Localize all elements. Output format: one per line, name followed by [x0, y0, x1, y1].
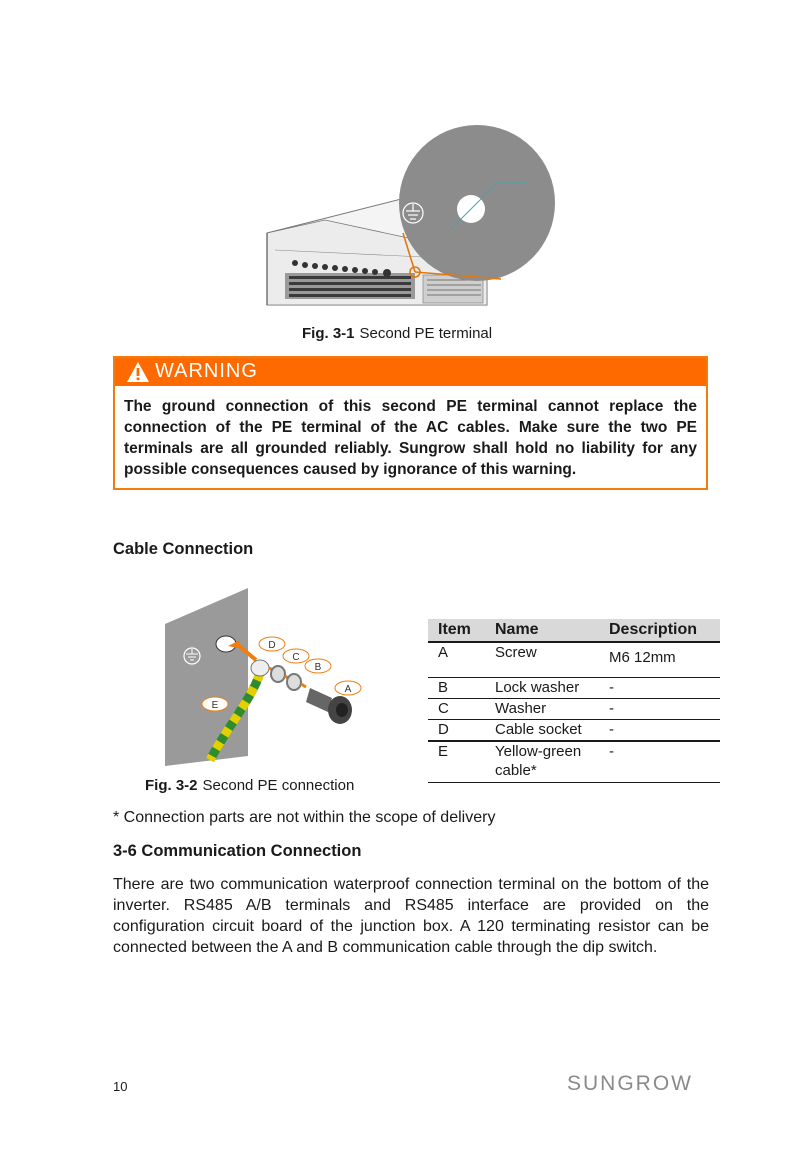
header-item: Item [438, 621, 471, 638]
cell-item: C [438, 700, 449, 717]
cell-name: Screw [495, 644, 537, 661]
figure1-caption-text: Second PE terminal [359, 325, 493, 342]
cell-item: B [438, 679, 449, 696]
communication-paragraph: There are two communication waterproof connection terminal on the bottom of the inverter. RS485 A/B terminals and RS485 interface are provided on the configuration circuit board of the junction box. A 120 terminating resistor can be connected between the A and B communication cable through the dip switch. [113, 876, 709, 956]
cell-name: Yellow-green [495, 743, 582, 760]
callout-e: E [211, 700, 219, 711]
warning-title: WARNING [155, 360, 258, 382]
table-row [428, 699, 720, 720]
cell-description: - [609, 721, 614, 738]
warning-text: The ground connection of this second PE terminal cannot replace the connection of the PE terminal of the AC cables. Make sure the two PE terminals are all grounded reliably. Sungrow shall hold no liability for any possible consequences caused by ignorance of this warning. [124, 398, 697, 478]
figure-inverter-pe-terminal [255, 125, 555, 325]
cell-description: M6 12mm [609, 649, 676, 666]
table-row [428, 720, 720, 742]
callout-b: B [314, 662, 322, 673]
page-number: 10 [113, 1079, 128, 1094]
cell-description: - [609, 679, 614, 696]
table-row [428, 742, 720, 783]
callout-d: D [268, 640, 276, 651]
cell-item: E [438, 743, 449, 760]
figure1-label: Fig. 3-1 [302, 325, 355, 342]
cell-name-line2: cable* [495, 762, 537, 779]
callout-a: A [344, 684, 352, 695]
warning-box [113, 356, 708, 490]
header-name: Name [495, 621, 539, 638]
figure2-caption-text: Second PE connection [202, 777, 355, 794]
warning-triangle-icon [126, 361, 150, 383]
figure1-caption [302, 325, 492, 342]
figure2-label: Fig. 3-2 [145, 777, 198, 794]
cell-item: A [438, 644, 449, 661]
table-row [428, 678, 720, 699]
cell-description: - [609, 743, 614, 760]
delivery-note: * Connection parts are not within the scope of delivery [113, 809, 496, 826]
table-row [428, 643, 720, 678]
cell-name: Cable socket [495, 721, 582, 738]
communication-connection-heading: 3-6 Communication Connection [113, 842, 362, 860]
cell-name: Lock washer [495, 679, 580, 696]
figure-pe-connection [160, 588, 370, 773]
warning-header [115, 358, 706, 386]
table-header [428, 619, 720, 643]
cell-description: - [609, 700, 614, 717]
callout-c: C [292, 652, 300, 663]
figure2-caption [145, 777, 354, 794]
parts-table [428, 619, 720, 783]
brand-text: SUNGROW [567, 1072, 693, 1094]
cell-name: Washer [495, 700, 547, 717]
cell-item: D [438, 721, 449, 738]
sungrow-logo [567, 1072, 711, 1094]
cable-connection-heading: Cable Connection [113, 540, 254, 558]
header-description: Description [609, 621, 698, 638]
